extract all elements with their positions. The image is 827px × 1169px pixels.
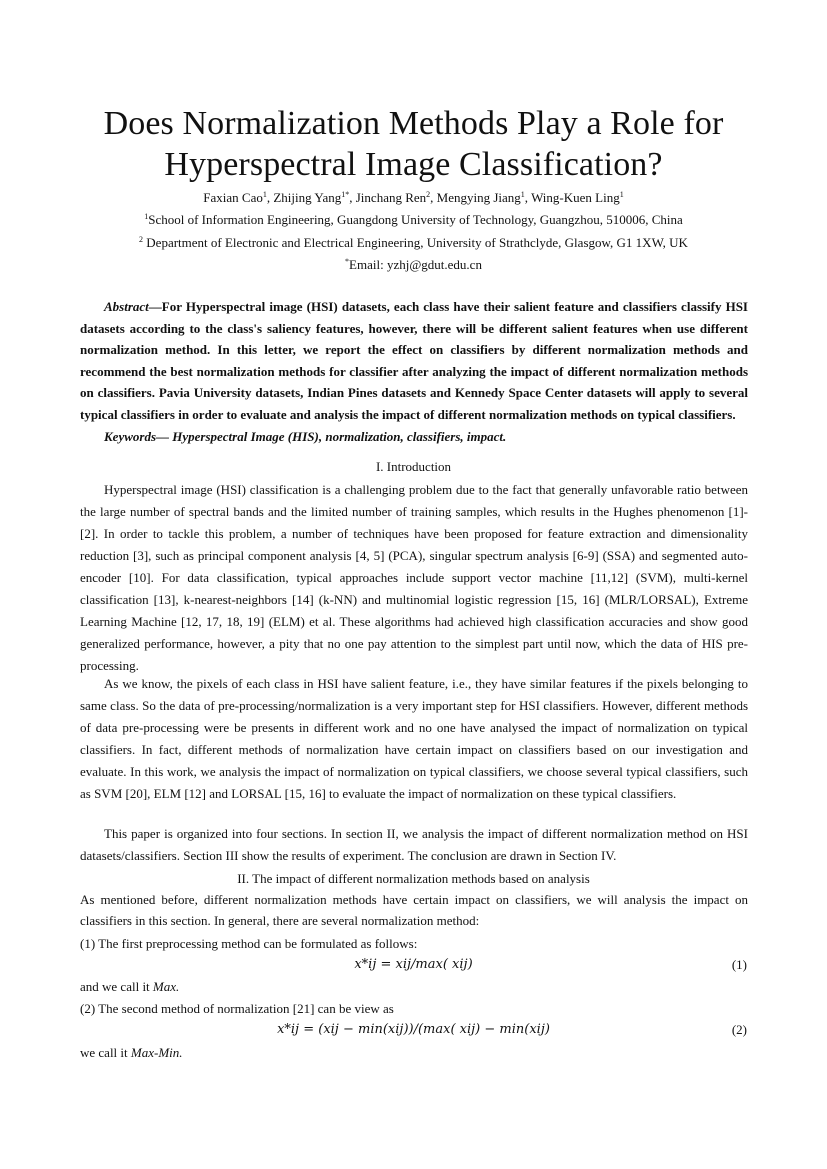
equation-2: [0, 1020, 827, 1040]
abstract-text: —For Hyperspectral image (HSI) datasets, each class have their salient feature and classifiers classify HSI datasets according to the class's saliency features, however, there will be different salient features when use different normalization method. In this letter, we report the effect on classifiers by different normalization methods and recommend the best normalization methods for classifier after analyzing the impact of different normalization methods on classifiers. Pavia University datasets, Indian Pines datasets and Kennedy Space Center datasets will apply to several typical classifiers in order to evaluate and analysis the impact of different normalization methods on typical classifiers.: [80, 299, 748, 422]
equation-2-number: (2): [731, 1022, 747, 1037]
section-heading-introduction: I. Introduction: [375, 459, 452, 474]
keywords: Keywords— Hyperspectral Image (HIS), normalization, classifiers, impact.: [104, 429, 507, 444]
method-1-name: Max.: [152, 979, 180, 994]
author: Jinchang Ren$^2$,: [355, 190, 437, 205]
equation-2-lhs: x*ij: [277, 1022, 300, 1037]
section2-paragraph-1: As mentioned before, different normalization methods have certain impact on classifiers, we will analysis the impact on classifiers in this section. In general, there are several normalization method:: [80, 892, 748, 928]
abstract-label: Abstract: [104, 299, 149, 314]
author: Faxian Cao$^1$,: [203, 190, 274, 205]
method-item-1: (1) The first preprocessing method can be formulated as follows:: [80, 936, 418, 951]
equation-1-lhs: x*ij: [354, 957, 377, 972]
section-heading-impact: II. The impact of different normalization methods based on analysis: [237, 871, 590, 886]
author: Wing-Kuen Ling$^1$: [531, 190, 624, 205]
equation-2-rhs: = (xij − min(xij))/(max( xij) − min(xij): [299, 1022, 550, 1037]
author: Mengying Jiang$^1$,: [436, 190, 532, 205]
abstract: [80, 296, 748, 425]
title-line-2: Hyperspectral Image Classification?: [164, 146, 663, 183]
equation-1-rhs: = xij/max( xij): [376, 957, 473, 972]
method-2-name-line: we call it Max-Min.: [80, 1045, 183, 1060]
affiliation-2: $^2$ Department of Electronic and Electrical Engineering, University of Strathclyde, Glasgow, G1 1XW, UK: [139, 235, 688, 250]
intro-paragraph-2: As we know, the pixels of each class in HSI have salient feature, i.e., they have similar features if the pixels belonging to same class. So the data of pre-processing/normalization is a very important step for HSI classifiers. However, different methods of data pre-processing were be presents in different work and no one have analysed the impact of normalization on typical classifiers. In fact, different methods of normalization have certain impact on classifiers based on our investigation and evaluate. In this work, we analysis the impact of normalization on typical classifiers, we choose several typical classifiers, such as SVM [20], ELM [12] and LORSAL [15, 16] to evaluate the impact of normalization on these typical classifiers.: [80, 676, 748, 801]
method-2-name: Max-Min.: [130, 1045, 183, 1060]
author-list: [0, 190, 827, 206]
email-line: *Email: yzhj@gdut.edu.cn: [345, 257, 482, 272]
method-1-name-line: and we call it Max.: [80, 979, 180, 994]
intro-paragraph-3: This paper is organized into four sections. In section II, we analysis the impact of different normalization method on HSI datasets/classifiers. Section III show the results of experiment. The conclusion are drawn in Section IV.: [80, 826, 748, 863]
title-line-1: Does Normalization Methods Play a Role for: [103, 105, 724, 142]
affiliation-1: $^1$School of Information Engineering, Guangdong University of Technology, Guangzhou, 510006, China: [144, 212, 683, 227]
author: Zhijing Yang$^{1*}$,: [273, 190, 356, 205]
method-item-2: (2) The second method of normalization [21] can be view as: [80, 1001, 394, 1016]
equation-1: [0, 955, 827, 975]
equation-1-number: (1): [731, 957, 747, 972]
intro-paragraph-1: Hyperspectral image (HSI) classification is a challenging problem due to the fact that generally unfavorable ratio between the large number of spectral bands and the limited number of training samples, which results in the Hughes phenomenon [1]-[2]. In order to tackle this problem, a number of techniques have been proposed for feature extraction and dimensionality reduction [3], such as principal component analysis [4, 5] (PCA), singular spectrum analysis [6-9] (SSA) and segmented auto-encoder [10]. For data classification, typical approaches include support vector machine [11,12] (SVM), multi-kernel classification [13], k-nearest-neighbors [14] (k-NN) and multinomial logistic regression [15, 16] (MLR/LORSAL), Extreme Learning Machine [12, 17, 18, 19] (ELM) et al. These algorithms had achieved high classification accuracies and show good generalized performance, however, a pity that no one pay attention to the simplest part until now, which the data of HIS pre-processing.: [80, 482, 748, 673]
